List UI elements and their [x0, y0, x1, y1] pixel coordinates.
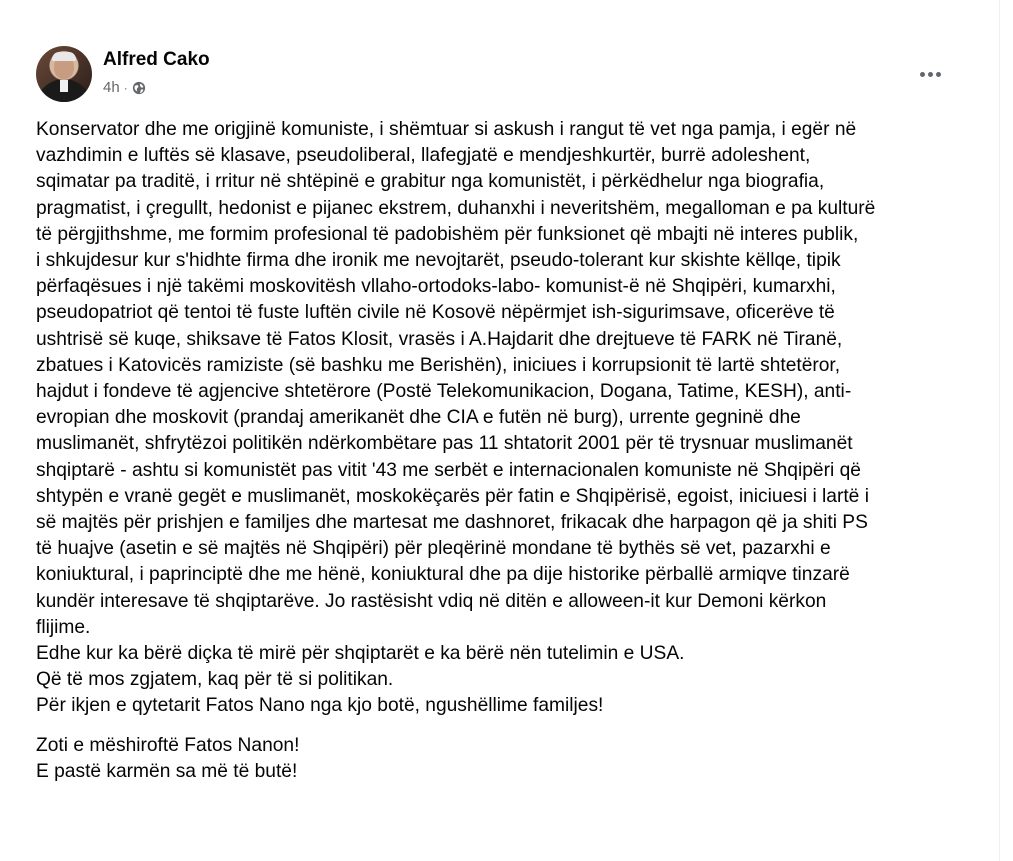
- post-line: Konservator dhe me origjinë komuniste, i shëmtuar si askush i rangut të vet nga pamja, i egër në: [36, 119, 857, 140]
- post-line: i shkujdesur kur s'hidhte firma dhe ironik me nevojtarët, pseudo-tolerant kur skishte këllqe, tipik: [36, 250, 841, 272]
- post-line: evropian dhe moskovit (prandaj amerikanët dhe CIA e futën në burg), urrente gegninë dhe: [36, 407, 801, 429]
- post-line: vazhdimin e luftës së klasave, pseudoliberal, llafegjatë e mendjeshkurtër, burrë adoleshent,: [36, 145, 811, 167]
- author-name[interactable]: Alfred Cako: [103, 49, 210, 70]
- post-line: zbatues i Katovicës ramiziste (së bashku me Berishën), iniciues i korrupsionit të lartë shtetëror,: [36, 354, 841, 376]
- post-meta: [103, 79, 146, 96]
- post-line: ushtrisë së kuqe, shiksave të Fatos Klosit, vrasës i A.Hajdarit dhe drejtueve të FARK në Tiranë,: [36, 328, 843, 350]
- post-line: Edhe kur ka bërë diçka të mirë për shqiptarët e ka bërë nën tutelimin e USA.: [36, 643, 685, 665]
- post-line: flijime.: [36, 616, 91, 638]
- post-line: përfaqësues i një takëmi moskovitësh vllaho-ortodoks-labo- komunist-ë në Shqipëri, kumarxhi,: [36, 276, 836, 298]
- post-line: Për ikjen e qytetarit Fatos Nano nga kjo botë, ngushëllime familjes!: [36, 695, 604, 717]
- post-line: shtypën e vranë gegët e muslimanët, moskokëçarës për fatin e Shqipërisë, egoist, iniciuesi i lartë i: [36, 485, 869, 507]
- post-line: Që të mos zgjatem, kaq për të si politikan.: [36, 669, 394, 691]
- post-line: së majtës për prishjen e familjes dhe martesat me dashnoret, frikacak dhe harpagon që ja shiti PS: [36, 512, 868, 534]
- scrollbar[interactable]: [999, 0, 1013, 861]
- more-horizontal-icon: [920, 72, 941, 77]
- post-line: sqimatar pa traditë, i rritur në shtëpinë e grabitur nga komunistët, i përkëdhelur nga biografia,: [36, 171, 825, 193]
- post-line: muslimanët, shfrytëzoi politikën ndërkombëtare pas 11 shtatorit 2001 për të trysnuar muslimanët: [36, 433, 853, 455]
- post-closing-line: Zoti e mëshiroftë Fatos Nanon!: [36, 734, 300, 756]
- post-line: kundër interesave të shqiptarëve. Jo rastësisht vdiq në ditën e alloween-it kur Demoni kërkon: [36, 590, 827, 612]
- post-line: pragmatist, i çregullt, hedonist e pijanec ekstrem, duhanxhi i neveritshëm, megalloman e pa kulturë: [36, 197, 876, 219]
- post-line: shqiptarë - ashtu si komunistët pas vitit '43 me serbët e internacionalen komuniste në Shqipëri që: [36, 459, 861, 481]
- post-line: hajdut i fondeve të agjencive shtetërore (Postë Telekomunikacion, Dogana, Tatime, KESH), anti-: [36, 381, 852, 403]
- post-closing-line: E pastë karmën sa më të butë!: [36, 760, 298, 782]
- post-line: koniuktural, i paprinciptë dhe me hënë, koniuktural dhe pa dije historike përballë armiqve tinzarë: [36, 564, 850, 586]
- globe-icon[interactable]: [132, 81, 146, 95]
- post-time[interactable]: 4h: [103, 79, 120, 96]
- post-header: [36, 46, 966, 108]
- post-options-button[interactable]: [910, 54, 950, 94]
- post-text: [36, 117, 986, 785]
- author-avatar[interactable]: [36, 46, 92, 102]
- post-line: të huajve (asetin e së majtës në Shqipëri) për pleqërinë mondane të bythës së vet, pazarxhi e: [36, 538, 831, 560]
- post-line: të përgjithshme, me formim profesional të padobishëm për funksionet që mbajti në interes publik,: [36, 223, 859, 245]
- meta-separator: ·: [123, 80, 128, 95]
- post-line: pseudopatriot që tentoi të fuste luftën civile në Kosovë nëpërmjet ish-sigurimsave, oficerëve të: [36, 302, 835, 324]
